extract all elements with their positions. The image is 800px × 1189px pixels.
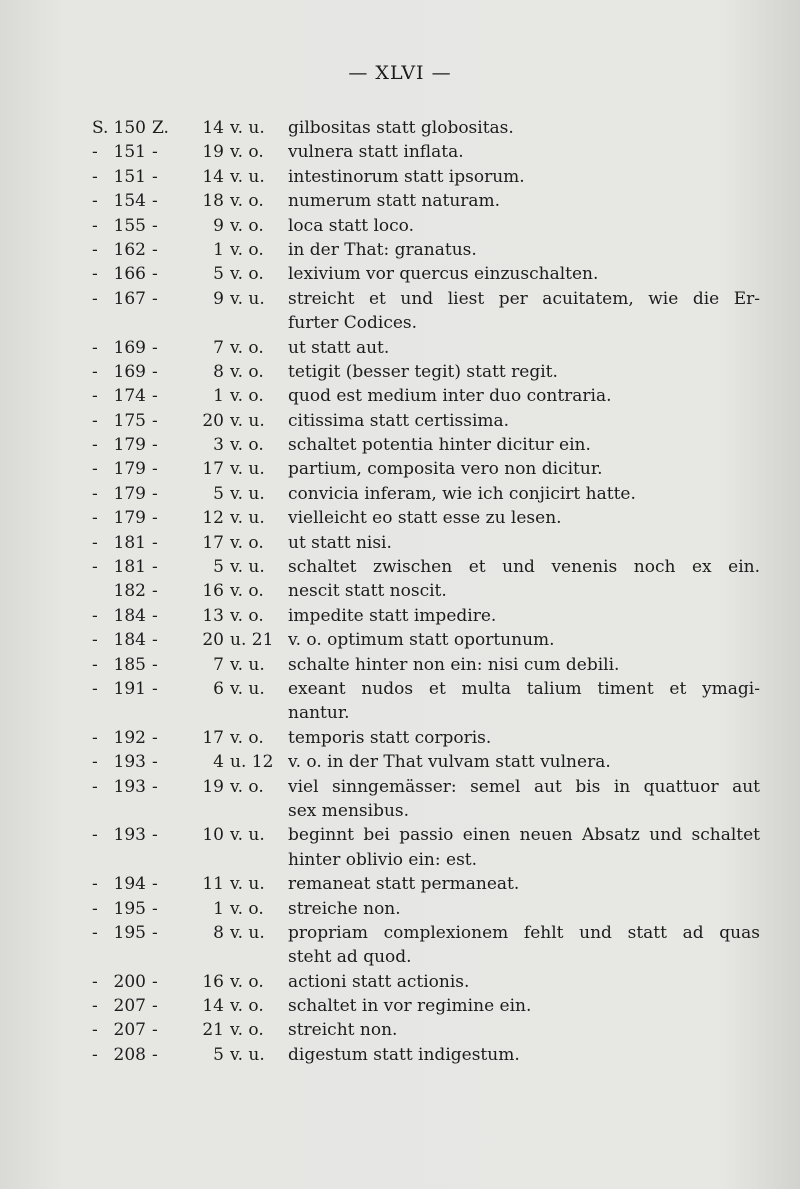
entry-position: v. o.	[230, 337, 264, 358]
errata-entry	[92, 823, 760, 847]
entry-line-number: 1	[213, 239, 224, 260]
entry-page-prefix: -	[92, 1020, 98, 1041]
entry-page-number: 195	[113, 898, 146, 919]
entry-line-number	[176, 799, 230, 823]
entry-line-number	[176, 311, 230, 335]
entry-line-prefix: -	[152, 898, 158, 919]
errata-entry	[92, 775, 760, 799]
entry-line-number: 7	[213, 654, 224, 675]
errata-entry	[92, 384, 760, 408]
entry-page-number: 207	[113, 996, 146, 1017]
entry-position: v. u.	[230, 874, 265, 895]
entry-line-number: 9	[213, 288, 224, 309]
errata-entry	[92, 945, 760, 969]
entry-page-prefix: -	[92, 142, 98, 163]
entry-position: v. u.	[230, 483, 265, 504]
entry-line-number: 10	[202, 825, 224, 846]
entry-position: v. o.	[230, 435, 264, 456]
errata-entry	[92, 189, 760, 213]
entry-line-prefix: -	[152, 239, 158, 260]
entry-line-number: 1	[213, 898, 224, 919]
entry-page-prefix: -	[92, 191, 98, 212]
errata-entry	[92, 165, 760, 189]
entry-page-number	[110, 311, 146, 335]
entry-line-number: 19	[202, 776, 224, 797]
entry-correction-text: numerum statt naturam.	[288, 191, 501, 212]
entry-line-number: 6	[213, 678, 224, 699]
entry-line-prefix: -	[152, 215, 158, 236]
entry-page-number: 155	[113, 215, 146, 236]
entry-line-number: 17	[202, 727, 224, 748]
entry-line-number: 5	[213, 483, 224, 504]
entry-correction-text: gilbositas statt globositas.	[288, 118, 514, 138]
entry-line-prefix: Z.	[152, 118, 169, 138]
entry-line-number: 8	[213, 361, 224, 382]
entry-page-number: 179	[113, 483, 146, 504]
entry-position: v. u.	[230, 922, 265, 943]
entry-line-prefix: -	[152, 678, 158, 699]
entry-correction-text: schaltet zwischen et und venenis noch ex ein.	[288, 557, 760, 578]
entry-page-prefix: -	[92, 971, 98, 992]
entry-correction-text: streicht et und liest per acuitatem, wie die Er-	[288, 288, 760, 309]
entry-position: v. u.	[230, 825, 265, 846]
errata-list	[92, 116, 760, 1067]
entry-page-number: 167	[113, 288, 146, 309]
entry-line-number: 5	[213, 1044, 224, 1065]
errata-entry	[92, 604, 760, 628]
entry-line-prefix: -	[152, 996, 158, 1017]
entry-line-prefix: -	[152, 630, 158, 651]
entry-correction-text: ut statt aut.	[288, 337, 390, 358]
errata-entry	[92, 214, 760, 238]
entry-line-prefix: -	[152, 605, 158, 626]
entry-page-prefix: -	[92, 166, 98, 187]
errata-entry	[92, 799, 760, 823]
entry-line-number: 11	[202, 874, 224, 895]
entry-page-number: 192	[113, 727, 146, 748]
entry-line-number: 14	[202, 166, 224, 187]
errata-entry	[92, 726, 760, 750]
entry-correction-text: beginnt bei passio einen neuen Absatz und schaltet	[288, 825, 760, 846]
entry-position: v. o.	[230, 727, 264, 748]
entry-page-number: 193	[113, 776, 146, 797]
entry-page-prefix: -	[92, 874, 98, 895]
entry-page-number: 174	[113, 386, 146, 407]
errata-entry	[92, 653, 760, 677]
entry-position: v. u.	[230, 678, 265, 699]
errata-entry	[92, 409, 760, 433]
entry-page-number: 185	[113, 654, 146, 675]
entry-line-number: 14	[202, 118, 224, 138]
errata-entry	[92, 238, 760, 262]
entry-page-prefix: -	[92, 776, 98, 797]
entry-line-prefix: -	[152, 508, 158, 529]
entry-page-number: 195	[113, 922, 146, 943]
entry-line-number: 5	[213, 557, 224, 578]
entry-line-number: 13	[202, 605, 224, 626]
errata-entry	[92, 116, 760, 140]
entry-position: v. o.	[230, 605, 264, 626]
entry-line-prefix	[146, 945, 176, 969]
entry-page-prefix: -	[92, 727, 98, 748]
errata-entry	[92, 897, 760, 921]
entry-line-prefix: -	[152, 459, 158, 480]
errata-entry	[92, 287, 760, 311]
entry-page-prefix: -	[92, 386, 98, 407]
entry-page-number: 194	[113, 874, 146, 895]
entry-position: v. o.	[230, 581, 264, 602]
entry-position: v. o.	[230, 239, 264, 260]
entry-line-number: 20	[202, 410, 224, 431]
entry-page-prefix: -	[92, 239, 98, 260]
entry-page-number	[110, 701, 146, 725]
entry-page-number: 179	[113, 435, 146, 456]
entry-position: v. u.	[230, 166, 265, 187]
errata-entry	[92, 457, 760, 481]
entry-page-number: 175	[113, 410, 146, 431]
entry-line-number: 8	[213, 922, 224, 943]
entry-position: v. o.	[230, 1020, 264, 1041]
entry-page-prefix	[92, 848, 110, 872]
errata-entry	[92, 506, 760, 530]
entry-line-prefix: -	[152, 971, 158, 992]
entry-line-number: 7	[213, 337, 224, 358]
entry-correction-text: vielleicht eo statt esse zu lesen.	[288, 508, 562, 529]
entry-page-number: 151	[113, 142, 146, 163]
entry-line-prefix: -	[152, 410, 158, 431]
entry-page-number	[110, 799, 146, 823]
entry-page-number: 179	[113, 459, 146, 480]
entry-page-prefix: -	[92, 996, 98, 1017]
errata-entry	[92, 336, 760, 360]
entry-position	[230, 945, 288, 969]
entry-page-prefix: -	[92, 459, 98, 480]
entry-page-number: 169	[113, 337, 146, 358]
entry-correction-text: loca statt loco.	[288, 215, 415, 236]
entry-page-number: 181	[113, 557, 146, 578]
entry-position: v. o.	[230, 996, 264, 1017]
entry-line-number: 12	[202, 508, 224, 529]
entry-line-prefix: -	[152, 386, 158, 407]
entry-position: v. o.	[230, 215, 264, 236]
entry-correction-text: v. o. in der That vulvam statt vulnera.	[288, 752, 611, 773]
entry-line-prefix: -	[152, 483, 158, 504]
errata-entry	[92, 994, 760, 1018]
entry-line-prefix: -	[152, 557, 158, 578]
entry-page-prefix: -	[92, 410, 98, 431]
entry-line-prefix: -	[152, 776, 158, 797]
entry-position: v. u.	[230, 459, 265, 480]
entry-page-number: 154	[113, 191, 146, 212]
entry-line-prefix: -	[152, 874, 158, 895]
entry-position: v. u.	[230, 288, 265, 309]
entry-line-prefix	[146, 848, 176, 872]
errata-entry	[92, 677, 760, 701]
entry-position	[230, 799, 288, 823]
entry-page-number: 166	[113, 264, 146, 285]
errata-entry	[92, 262, 760, 286]
entry-line-number: 19	[202, 142, 224, 163]
entry-position: v. u.	[230, 410, 265, 431]
entry-correction-text: streiche non.	[288, 898, 401, 919]
entry-line-number: 14	[202, 996, 224, 1017]
entry-page-number: 193	[113, 825, 146, 846]
errata-entry	[92, 970, 760, 994]
entry-position: v. u.	[230, 508, 265, 529]
entry-page-number: 207	[113, 1020, 146, 1041]
entry-line-prefix	[146, 799, 176, 823]
entry-line-number: 4	[213, 752, 224, 773]
entry-page-number: 191	[113, 678, 146, 699]
entry-correction-text: viel sinngemässer: semel aut bis in quattuor aut	[288, 776, 760, 797]
entry-line-prefix: -	[152, 142, 158, 163]
entry-correction-text: steht ad quod.	[288, 947, 412, 968]
errata-entry	[92, 579, 760, 603]
entry-correction-text: temporis statt corporis.	[288, 727, 492, 748]
entry-page-prefix: -	[92, 825, 98, 846]
entry-page-prefix: -	[92, 288, 98, 309]
entry-page-number: 179	[113, 508, 146, 529]
entry-position: v. o.	[230, 898, 264, 919]
entry-page-prefix	[92, 799, 110, 823]
entry-correction-text: remaneat statt permaneat.	[288, 874, 520, 895]
entry-line-prefix: -	[152, 532, 158, 553]
entry-page-number: 184	[113, 605, 146, 626]
entry-line-prefix: -	[152, 288, 158, 309]
entry-page-number: 151	[113, 166, 146, 187]
entry-correction-text: partium, composita vero non dicitur.	[288, 459, 603, 480]
entry-correction-text: v. o. optimum statt oportunum.	[288, 630, 555, 651]
page-number-header: — XLVI —	[348, 62, 452, 84]
entry-page-prefix	[92, 579, 110, 603]
entry-position: u. 21	[230, 630, 274, 651]
entry-page-prefix: -	[92, 557, 98, 578]
entry-line-prefix: -	[152, 1044, 158, 1065]
errata-entry	[92, 311, 760, 335]
entry-page-number: 200	[113, 971, 146, 992]
entry-correction-text: vulnera statt inflata.	[288, 142, 464, 163]
errata-entry	[92, 140, 760, 164]
entry-correction-text: schaltet potentia hinter dicitur ein.	[288, 435, 591, 456]
entry-line-number: 17	[202, 532, 224, 553]
entry-position: v. u.	[230, 557, 265, 578]
entry-page-number: 193	[113, 752, 146, 773]
entry-position: u. 12	[230, 752, 274, 773]
entry-correction-text: intestinorum statt ipsorum.	[288, 166, 525, 187]
entry-position: v. o.	[230, 191, 264, 212]
entry-line-prefix: -	[152, 361, 158, 382]
entry-page-prefix: -	[92, 605, 98, 626]
entry-position: v. o.	[230, 532, 264, 553]
entry-page-number: 150	[113, 118, 146, 138]
entry-line-number: 20	[202, 630, 224, 651]
entry-page-prefix: -	[92, 483, 98, 504]
entry-line-number	[176, 848, 230, 872]
entry-page-prefix	[92, 945, 110, 969]
entry-line-prefix: -	[152, 191, 158, 212]
entry-page-number	[110, 848, 146, 872]
errata-entry	[92, 433, 760, 457]
entry-line-prefix: -	[152, 264, 158, 285]
entry-correction-text: digestum statt indigestum.	[288, 1044, 520, 1065]
entry-page-prefix	[92, 701, 110, 725]
entry-correction-text: propriam complexionem fehlt und statt ad quas	[288, 922, 760, 943]
entry-page-prefix: -	[92, 264, 98, 285]
entry-correction-text: ut statt nisi.	[288, 532, 392, 553]
errata-entry	[92, 360, 760, 384]
entry-position: v. u.	[230, 118, 265, 138]
entry-correction-text: nantur.	[288, 703, 350, 724]
entry-position	[230, 701, 288, 725]
entry-line-number: 9	[213, 215, 224, 236]
errata-entry	[92, 872, 760, 896]
entry-page-prefix: -	[92, 654, 98, 675]
entry-page-number: 169	[113, 361, 146, 382]
entry-correction-text: citissima statt certissima.	[288, 410, 510, 431]
entry-line-number: 21	[202, 1020, 224, 1041]
entry-line-number: 1	[213, 386, 224, 407]
entry-page-prefix: -	[92, 678, 98, 699]
entry-position	[230, 311, 288, 335]
entry-line-number: 3	[213, 435, 224, 456]
entry-page-prefix: -	[92, 922, 98, 943]
entry-page-number: 208	[113, 1044, 146, 1065]
entry-correction-text: impedite statt impedire.	[288, 605, 497, 626]
errata-entry	[92, 1018, 760, 1042]
entry-page-prefix: -	[92, 361, 98, 382]
entry-page-prefix: S.	[92, 118, 109, 138]
entry-page-prefix: -	[92, 215, 98, 236]
entry-correction-text: in der That: granatus.	[288, 239, 477, 260]
entry-position: v. u.	[230, 654, 265, 675]
entry-page-prefix: -	[92, 898, 98, 919]
entry-position: v. o.	[230, 776, 264, 797]
entry-line-number: 18	[202, 191, 224, 212]
entry-position: v. o.	[230, 264, 264, 285]
entry-correction-text: streicht non.	[288, 1020, 398, 1041]
entry-correction-text: nescit statt noscit.	[288, 581, 447, 602]
entry-page-number: 182	[113, 581, 146, 602]
entry-line-prefix: -	[152, 654, 158, 675]
entry-line-prefix: -	[152, 166, 158, 187]
entry-line-prefix: -	[152, 435, 158, 456]
errata-entry	[92, 1043, 760, 1067]
entry-line-prefix	[146, 311, 176, 335]
entry-page-prefix	[92, 311, 110, 335]
entry-correction-text: schalte hinter non ein: nisi cum debili.	[288, 654, 620, 675]
errata-entry	[92, 531, 760, 555]
errata-entry	[92, 750, 760, 774]
entry-page-prefix: -	[92, 630, 98, 651]
entry-line-prefix: -	[152, 337, 158, 358]
errata-entry	[92, 921, 760, 945]
entry-line-prefix: -	[152, 922, 158, 943]
entry-page-prefix: -	[92, 337, 98, 358]
entry-line-number	[176, 945, 230, 969]
entry-position	[230, 848, 288, 872]
entry-page-prefix: -	[92, 532, 98, 553]
entry-page-number: 181	[113, 532, 146, 553]
entry-page-prefix: -	[92, 435, 98, 456]
errata-entry	[92, 701, 760, 725]
entry-page-number: 162	[113, 239, 146, 260]
entry-line-prefix: -	[152, 825, 158, 846]
entry-line-prefix: -	[152, 752, 158, 773]
entry-line-number: 16	[202, 581, 224, 602]
entry-correction-text: tetigit (besser tegit) statt regit.	[288, 361, 558, 382]
entry-line-prefix: -	[152, 1020, 158, 1041]
entry-correction-text: furter Codices.	[288, 313, 418, 334]
entry-page-prefix: -	[92, 752, 98, 773]
entry-line-number: 17	[202, 459, 224, 480]
errata-entry	[92, 628, 760, 652]
entry-correction-text: sex mensibus.	[288, 800, 410, 821]
entry-position: v. o.	[230, 971, 264, 992]
entry-page-prefix: -	[92, 1044, 98, 1065]
errata-entry	[92, 848, 760, 872]
entry-line-prefix	[146, 701, 176, 725]
entry-line-prefix: -	[152, 581, 158, 602]
entry-correction-text: actioni statt actionis.	[288, 971, 470, 992]
entry-position: v. o.	[230, 386, 264, 407]
entry-correction-text: lexivium vor quercus einzuschalten.	[288, 264, 599, 285]
entry-position: v. o.	[230, 142, 264, 163]
errata-entry	[92, 555, 760, 579]
entry-page-number	[110, 945, 146, 969]
entry-line-number: 5	[213, 264, 224, 285]
entry-line-prefix: -	[152, 727, 158, 748]
entry-correction-text: schaltet in vor regimine ein.	[288, 996, 532, 1017]
entry-page-prefix: -	[92, 508, 98, 529]
errata-entry	[92, 482, 760, 506]
entry-position: v. o.	[230, 361, 264, 382]
entry-position: v. u.	[230, 1044, 265, 1065]
entry-correction-text: exeant nudos et multa talium timent et ymagi-	[288, 678, 760, 699]
entry-correction-text: hinter oblivio ein: est.	[288, 849, 478, 870]
entry-line-number	[176, 701, 230, 725]
entry-line-number: 16	[202, 971, 224, 992]
entry-page-number: 184	[113, 630, 146, 651]
entry-correction-text: convicia inferam, wie ich conjicirt hatte.	[288, 483, 636, 504]
entry-correction-text: quod est medium inter duo contraria.	[288, 386, 612, 407]
